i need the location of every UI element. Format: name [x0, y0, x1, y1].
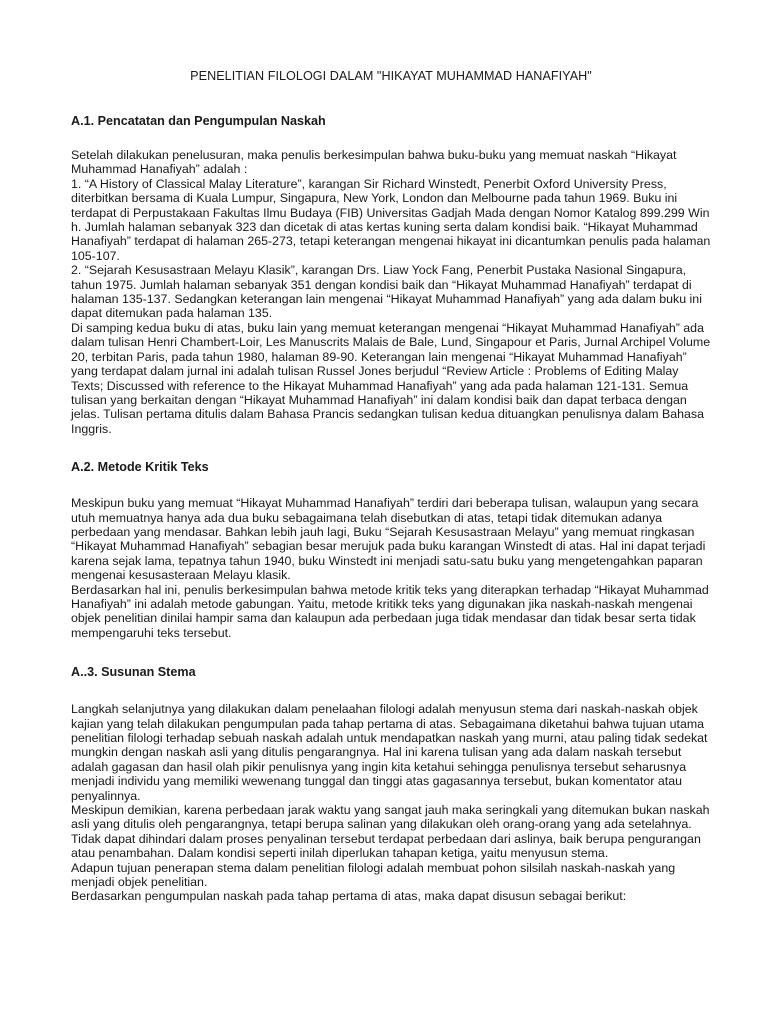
list-item: 2. “Sejarah Kesusastraan Melayu Klasik”, karangan Drs. Liaw Yock Fang, Penerbit Pustaka Nasional Singapura, tahun 1975. Jumlah halaman sebanyak 351 dengan kondisi baik dan “Hikayat Muhammad Hanafiyah” terdapat di halaman 135-137. Sedangkan keterangan lain mengenai “Hikayat Muhammad Hanafiyah” yang ada dalam buku ini dapat ditemukan pada halaman 135.	[71, 263, 702, 321]
section-body-a3	[71, 702, 711, 904]
paragraph: Adapun tujuan penerapan stema dalam penelitian filologi adalah membuat pohon silsilah naskah-naskah yang menjadi objek penelitian.	[71, 860, 676, 890]
document-page	[71, 62, 711, 904]
paragraph: Di samping kedua buku di atas, buku lain yang memuat keterangan mengenai “Hikayat Muhammad Hanafiyah” ada dalam tulisan Henri Chambert-Loir, Les Manuscrits Malais de Bale, Lund, Singapour et Paris, Jurnal Archipel Volume 20, terbitan Paris, pada tahun 1980, halaman 89-90. Keterangan lain mengenai “Hikayat Muhammad Hanafiyah” yang terdapat dalam jurnal ini adalah tulisan Russel Jones berjudul “Review Article : Problems of Editing Malay Texts; Discussed with reference to the Hikayat Muhammad Hanafiyah” yang ada pada halaman 121-131. Semua tulisan yang berkaitan dengan “Hikayat Muhammad Hanafiyah” ini dalam kondisi baik dan dapat terbaca dengan jelas. Tulisan pertama ditulis dalam Bahasa Prancis sedangkan tulisan kedua dituangkan penulisnya dalam Bahasa Inggris.	[71, 320, 711, 436]
document-title: PENELITIAN FILOLOGI DALAM "HIKAYAT MUHAMMAD HANAFIYAH"	[190, 69, 592, 83]
paragraph: Berdasarkan pengumpulan naskah pada tahap pertama di atas, maka dapat disusun sebagai berikut:	[71, 889, 627, 904]
section-heading-a1: A.1. Pencatatan dan Pengumpulan Naskah	[71, 114, 326, 128]
section-heading-a3: A..3. Susunan Stema	[71, 665, 196, 680]
list-item: 1. “A History of Classical Malay Literature”, karangan Sir Richard Winstedt, Penerbit Oxford University Press, diterbitkan bersama di Kuala Lumpur, Singapura, New York, London dan Melbourne pada tahun 1969. Buku ini terdapat di Perpustakaan Fakultas Ilmu Budaya (FIB) Universitas Gadjah Mada dengan Nomor Katalog 899.299 Win h. Jumlah halaman sebanyak 323 dan dicetak di atas kertas kuning serta dalam kondisi baik. “Hikayat Muhammad Hanafiyah” terdapat di halaman 265-273, tetapi keterangan mengenai hikayat ini dicantumkan penulis pada halaman 105-107.	[71, 176, 711, 263]
paragraph: Meskipun buku yang memuat “Hikayat Muhammad Hanafiyah” terdiri dari beberapa tulisan, walaupun yang secara utuh memuatnya hanya ada dua buku sebagaimana telah disebutkan di atas, tetapi tidak ditemukan adanya perbedaan yang mendasar. Bahkan lebih jauh lagi, Buku “Sejarah Kesusastraan Melayu” yang memuat ringkasan “Hikayat Muhammad Hanafiyah” sebagian besar merujuk pada buku karangan Winstedt di atas. Hal ini dapat terjadi karena sejak lama, tepatnya tahun 1940, buku Winstedt ini menjadi satu-satu buku yang mengetengahkan paparan mengenai kesusasteraan Melayu klasik.	[71, 496, 706, 583]
paragraph: Meskipun demikian, karena perbedaan jarak waktu yang sangat jauh maka seringkali yang ditemukan bukan naskah asli yang ditulis oleh pengarangnya, tetapi berupa salinan yang dilakukan oleh orang-orang yang ada setelahnya. Tidak dapat dihindari dalam proses penyalinan tersebut terdapat perbedaan dari aslinya, baik berupa pengurangan atau penambahan. Dalam kondisi seperti inilah diperlukan tahapan ketiga, yaitu menyusun stema.	[71, 803, 710, 861]
section-body-a1	[71, 148, 711, 436]
section-heading-a2: A.2. Metode Kritik Teks	[71, 460, 209, 475]
paragraph: Berdasarkan hal ini, penulis berkesimpulan bahwa metode kritik teks yang diterapkan terhadap “Hikayat Muhammad Hanafiyah” ini adalah metode gabungan. Yaitu, metode kritikk teks yang digunakan jika naskah-naskah mengenai objek penelitian dinilai hampir sama dan kalaupun ada perbedaan juga tidak mendasar dan tidak besar serta tidak mempengaruhi teks tersebut.	[71, 582, 709, 640]
paragraph: Setelah dilakukan penelusuran, maka penulis berkesimpulan bahwa buku-buku yang memuat naskah “Hikayat Muhammad Hanafiyah” adalah :	[71, 148, 677, 177]
paragraph: Langkah selanjutnya yang dilakukan dalam penelaahan filologi adalah menyusun stema dari naskah-naskah objek kajian yang telah dilakukan pengumpulan pada tahap pertama di atas. Sebagaimana diketahui bahwa tujuan utama penelitian filologi terhadap sebuah naskah adalah untuk mendapatkan naskah yang murni, atau paling tidak sedekat mungkin dengan naskah asli yang ditulis pengarangnya. Hal ini karena tulisan yang ada dalam naskah tersebut adalah gagasan dan hasil olah pikir penulisnya yang ingin kita ketahui sehingga penulisnya tersebut seharusnya menjadi individu yang memiliki wewenang tunggal dan tinggi atas gagasannya tersebut, bukan komentator atau penyalinnya.	[71, 702, 708, 803]
section-body-a2	[71, 496, 711, 640]
